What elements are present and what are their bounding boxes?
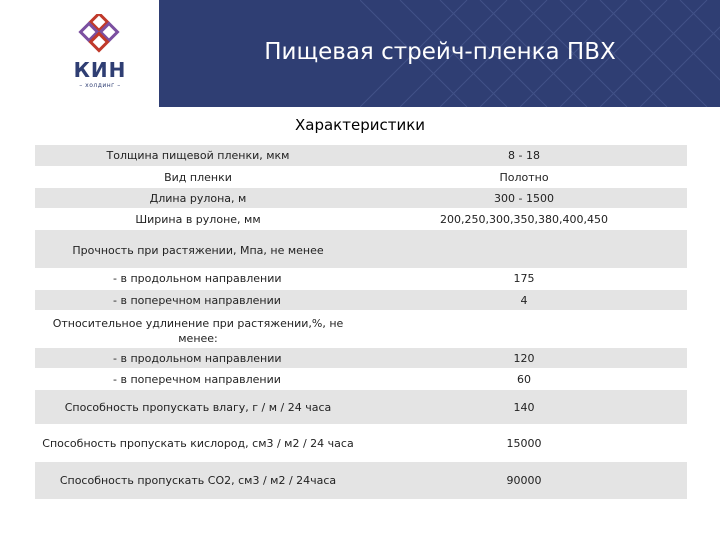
table-row: [35, 462, 687, 500]
row-value: 300 - 1500: [494, 191, 554, 205]
table-row: [35, 268, 687, 290]
table-row: [35, 348, 687, 369]
logo-area: [0, 0, 159, 107]
row-label: Способность пропускать влагу, г / м / 24 часа: [64, 400, 332, 414]
table-row: [35, 188, 687, 209]
table-row: [35, 290, 687, 311]
table-row: [35, 390, 687, 425]
section-heading: [35, 230, 687, 268]
section-heading-text: Прочность при растяжении, Мпа, не менее: [72, 244, 324, 257]
section-heading: [35, 311, 687, 348]
row-value: 8 - 18: [508, 149, 540, 162]
row-value: 90000: [506, 474, 542, 487]
logo-subtext: – холдинг –: [79, 82, 121, 89]
row-value: 60: [517, 372, 531, 386]
logo-icon: [77, 14, 121, 58]
section-title: Характеристики: [294, 116, 426, 134]
row-label: Способность пропускать кислород, см3 / м2 / 24 часа: [42, 436, 354, 450]
table-row: [35, 209, 687, 230]
table-row: [35, 369, 687, 390]
row-label: Способность пропускать СО2, см3 / м2 / 24часа: [59, 474, 337, 487]
row-value: 140: [513, 400, 535, 414]
specs-table: [35, 145, 687, 500]
table-row: [35, 425, 687, 462]
row-label: - в продольном направлении: [113, 272, 282, 285]
row-value: 15000: [506, 436, 542, 450]
table-row: [35, 167, 687, 188]
row-value: 4: [520, 293, 528, 307]
row-value: Полотно: [499, 170, 549, 184]
table-row: [35, 145, 687, 167]
row-value: 120: [513, 351, 535, 365]
row-label: - в поперечном направлении: [113, 293, 281, 307]
logo-text: КИН: [73, 58, 127, 82]
section-heading-text-2: менее:: [178, 332, 218, 345]
header-bar: [0, 0, 720, 107]
row-label: Вид пленки: [164, 170, 232, 184]
row-value: 200,250,300,350,380,400,450: [440, 212, 608, 226]
row-label: - в поперечном направлении: [113, 372, 281, 386]
row-label: - в продольном направлении: [113, 351, 282, 365]
row-label: Ширина в рулоне, мм: [135, 212, 261, 226]
row-label: Толщина пищевой пленки, мкм: [106, 149, 290, 162]
row-value: 175: [513, 272, 535, 285]
row-label: Длина рулона, м: [149, 191, 247, 205]
section-heading-text: Относительное удлинение при растяжении,%, не: [52, 317, 344, 330]
page-title: Пищевая стрейч-пленка ПВХ: [264, 39, 616, 65]
